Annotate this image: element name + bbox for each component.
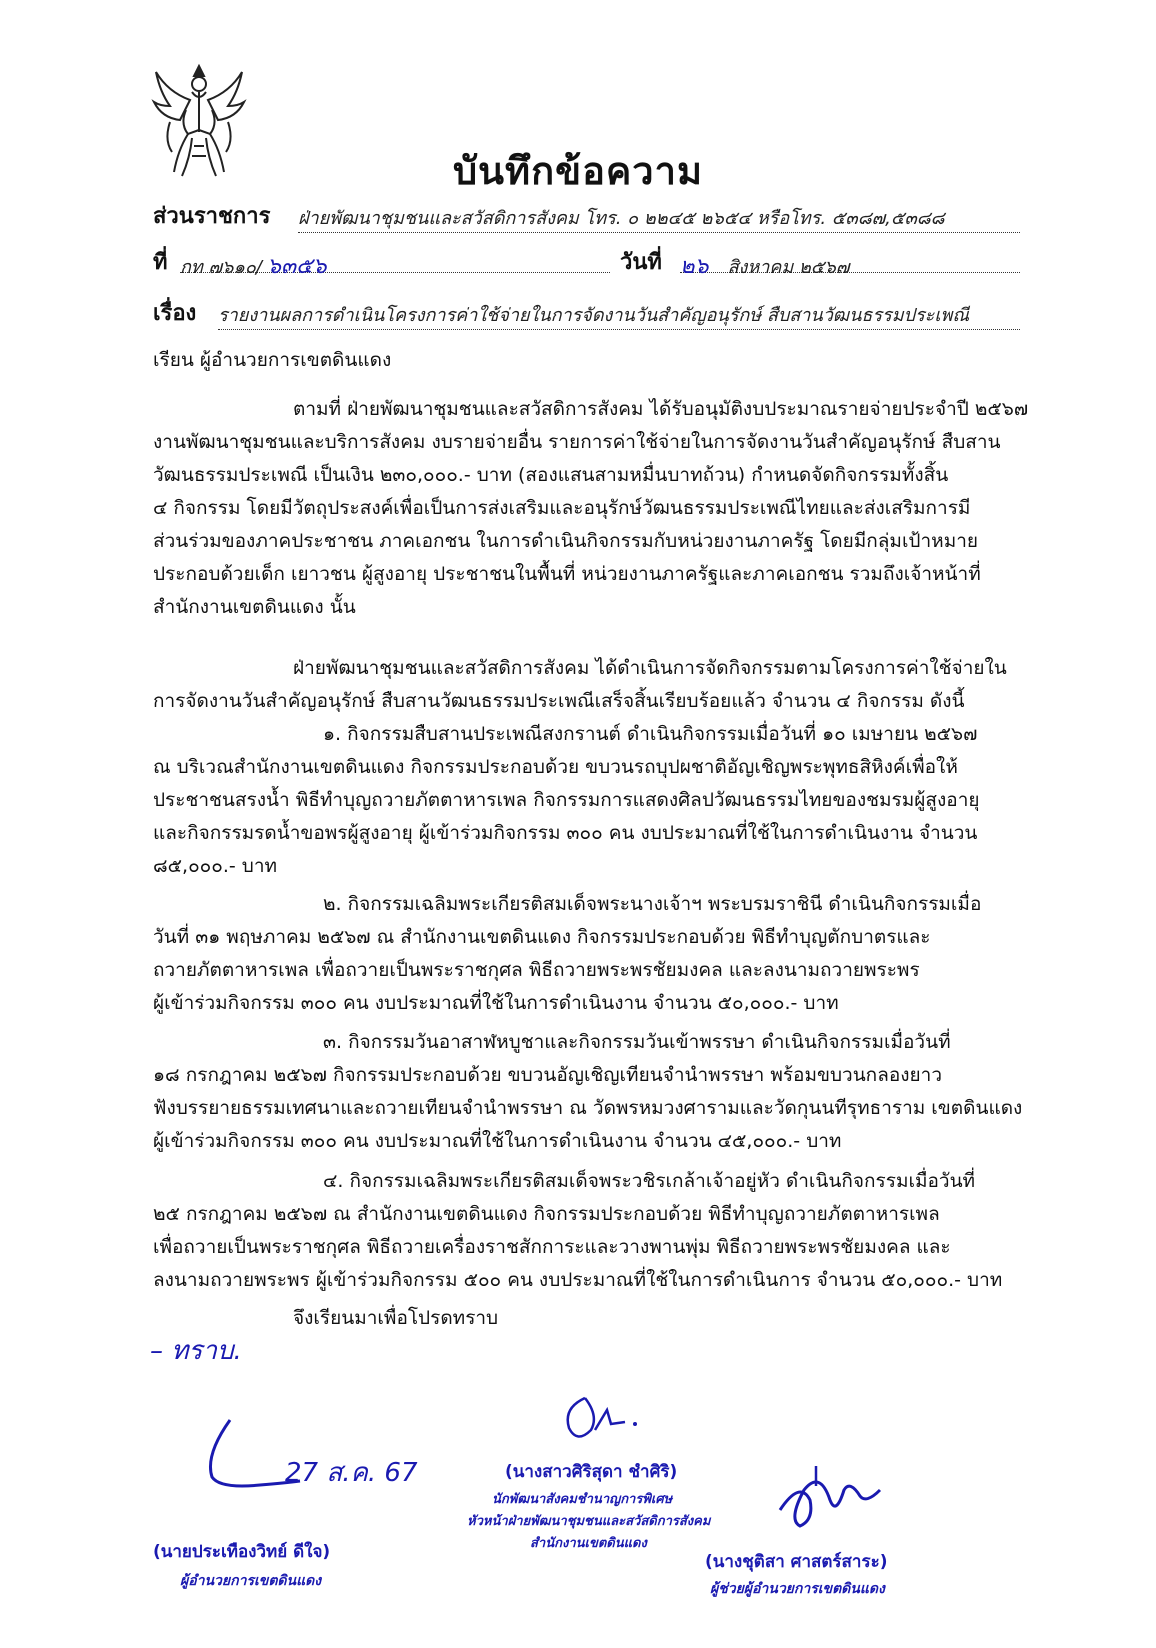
item-line: ณ บริเวณสำนักงานเขตดินแดง กิจกรรมประกอบด้วย ขบวนรถบุปผชาติอัญเชิญพระพุทธสิหิงค์เพื่อให้ bbox=[153, 756, 958, 778]
item-line: เพื่อถวายเป็นพระราชกุศล พิธีถวายเครื่องราชสักการะและวางพานพุ่ม พิธีถวายพระพรชัยมงคล และ bbox=[153, 1236, 951, 1258]
item-line: และกิจกรรมรดน้ำขอพรผู้สูงอายุ ผู้เข้าร่วมกิจกรรม ๓๐๐ คน งบประมาณที่ใช้ในการดำเนินงาน จำนวน bbox=[153, 822, 978, 844]
ref-value: กท ๗๖๑๐/ bbox=[180, 257, 262, 278]
item-line: ฟังบรรยายธรรมเทศนาและถวายเทียนจำนำพรรษา ณ วัดพรหมวงศารามและวัดกุนนทีรุทธาราม เขตดินแดง bbox=[153, 1097, 1023, 1119]
item-line: ประชาชนสรงน้ำ พิธีทำบุญถวายภัตตาหารเพล กิจกรรมการแสดงศิลปวัฒนธรรมไทยของชมรมผู้สูงอายุ bbox=[153, 789, 980, 811]
head-signature-icon bbox=[555, 1390, 645, 1450]
date-value: สิงหาคม ๒๕๖๗ bbox=[727, 257, 850, 278]
head-role-2: หัวหน้าฝ่ายพัฒนาชุมชนและสวัสดิการสังคม bbox=[467, 1514, 711, 1529]
p2-line: การจัดงานวันสำคัญอนุรักษ์ สืบสานวัฒนธรรมประเพณีเสร็จสิ้นเรียบร้อยแล้ว จำนวน ๔ กิจกรรม ดังนี้ bbox=[153, 690, 965, 712]
agency-value: ฝ่ายพัฒนาชุมชนและสวัสดิการสังคม โทร. ๐ ๒๒๔๕ ๒๖๕๔ หรือโทร. ๕๓๘๗,๕๓๘๘ bbox=[298, 203, 1020, 233]
paragraph-1 bbox=[153, 393, 1029, 624]
item-line: ๒๕ กรกฎาคม ๒๕๖๗ ณ สำนักงานเขตดินแดง กิจกรรมประกอบด้วย พิธีทำบุญถวายภัตตาหารเพล bbox=[153, 1203, 940, 1225]
subject-value: รายงานผลการดำเนินโครงการค่าใช้จ่ายในการจัดงานวันสำคัญอนุรักษ์ สืบสานวัฒนธรรมประเพณี bbox=[218, 300, 1020, 330]
item-line: ผู้เข้าร่วมกิจกรรม ๓๐๐ คน งบประมาณที่ใช้ในการดำเนินงาน จำนวน ๔๕,๐๐๐.- บาท bbox=[153, 1130, 842, 1152]
p1-line: งานพัฒนาชุมชนและบริการสังคม งบรายจ่ายอื่น รายการค่าใช้จ่ายในการจัดงานวันสำคัญอนุรักษ์ สืบสาน bbox=[153, 431, 1001, 453]
date-field bbox=[680, 248, 1020, 279]
p2-line: ฝ่ายพัฒนาชุมชนและสวัสดิการสังคม ได้ดำเนินการจัดกิจกรรมตามโครงการค่าใช้จ่ายใน bbox=[293, 657, 1007, 679]
item-line: ๓. กิจกรรมวันอาสาฬหบูชาและกิจกรรมวันเข้าพรรษา ดำเนินกิจกรรมเมื่อวันที่ bbox=[323, 1031, 951, 1053]
p1-line: ตามที่ ฝ่ายพัฒนาชุมชนและสวัสดิการสังคม ได้รับอนุมัติงบประมาณรายจ่ายประจำปี ๒๕๖๗ bbox=[293, 398, 1029, 420]
closing-line: จึงเรียนมาเพื่อโปรดทราบ bbox=[293, 1307, 499, 1329]
p1-line: วัฒนธรรมประเพณี เป็นเงิน ๒๓๐,๐๐๐.- บาท (สองแสนสามหมื่นบาทถ้วน) กำหนดจัดกิจกรรมทั้งสิ้น bbox=[153, 464, 949, 486]
p1-line: ๔ กิจกรรม โดยมีวัตถุประสงค์เพื่อเป็นการส่งเสริมและอนุรักษ์วัฒนธรรมประเพณีไทยและส่งเสริมการมี bbox=[153, 497, 971, 519]
subject-label: เรื่อง bbox=[153, 301, 197, 326]
agency-label: ส่วนราชการ bbox=[153, 204, 271, 229]
activity-item-4 bbox=[153, 1165, 1029, 1297]
document-title: บันทึกข้อความ bbox=[452, 149, 704, 193]
paragraph-2 bbox=[153, 652, 1029, 718]
activity-item-3 bbox=[153, 1026, 1029, 1158]
salutation: เรียน ผู้อำนวยการเขตดินแดง bbox=[153, 349, 392, 371]
activity-item-2 bbox=[153, 888, 1029, 1020]
item-line: วันที่ ๓๑ พฤษภาคม ๒๕๖๗ ณ สำนักงานเขตดินแดง กิจกรรมประกอบด้วย พิธีทำบุญตักบาตรและ bbox=[153, 926, 931, 948]
head-name: (นางสาวศิริสุดา ชำศิริ) bbox=[505, 1462, 678, 1482]
director-handwritten-date: 27 ส.ค. 67 bbox=[285, 1458, 418, 1488]
head-role-1: นักพัฒนาสังคมชำนาญการพิเศษ bbox=[492, 1492, 673, 1507]
ref-handwritten: ๖๓๕๖ bbox=[267, 254, 327, 279]
date-day-handwritten: ๒๖ bbox=[680, 254, 709, 279]
item-line: ถวายภัตตาหารเพล เพื่อถวายเป็นพระราชกุศล พิธีถวายพระพรชัยมงคล และลงนามถวายพระพร bbox=[153, 959, 920, 981]
head-role-3: สำนักงานเขตดินแดง bbox=[530, 1536, 647, 1551]
item-line: ๔. กิจกรรมเฉลิมพระเกียรติสมเด็จพระวชิรเกล้าเจ้าอยู่หัว ดำเนินกิจกรรมเมื่อวันที่ bbox=[323, 1170, 976, 1192]
item-line: ลงนามถวายพระพร ผู้เข้าร่วมกิจกรรม ๕๐๐ คน งบประมาณที่ใช้ในการดำเนินการ จำนวน ๕๐,๐๐๐.- บาท bbox=[153, 1269, 1003, 1291]
item-line: ๑๘ กรกฎาคม ๒๕๖๗ กิจกรรมประกอบด้วย ขบวนอัญเชิญเทียนจำนำพรรษา พร้อมขบวนกลองยาว bbox=[153, 1064, 942, 1086]
item-line: ๑. กิจกรรมสืบสานประเพณีสงกรานต์ ดำเนินกิจกรรมเมื่อวันที่ ๑๐ เมษายน ๒๕๖๗ bbox=[323, 723, 978, 745]
item-line: ๘๕,๐๐๐.- บาท bbox=[153, 855, 278, 877]
ref-label: ที่ bbox=[153, 250, 168, 275]
p1-line: สำนักงานเขตดินแดง นั้น bbox=[153, 596, 356, 618]
director-name: (นายประเทืองวิทย์ ดีใจ) bbox=[153, 1542, 331, 1562]
p1-line: ส่วนร่วมของภาคประชาชน ภาคเอกชน ในการดำเนินกิจกรรมกับหน่วยงานภาครัฐ โดยมีกลุ่มเป้าหมาย bbox=[153, 530, 979, 552]
assistant-role: ผู้ช่วยผู้อำนวยการเขตดินแดง bbox=[710, 1581, 885, 1597]
item-line: ผู้เข้าร่วมกิจกรรม ๓๐๐ คน งบประมาณที่ใช้ในการดำเนินงาน จำนวน ๕๐,๐๐๐.- บาท bbox=[153, 992, 839, 1014]
handwritten-note: – ทราบ. bbox=[150, 1336, 242, 1366]
item-line: ๒. กิจกรรมเฉลิมพระเกียรติสมเด็จพระนางเจ้าฯ พระบรมราชินี ดำเนินกิจกรรมเมื่อ bbox=[323, 893, 982, 915]
date-label: วันที่ bbox=[620, 250, 662, 275]
activity-item-1 bbox=[153, 718, 1029, 883]
ref-field bbox=[180, 248, 610, 279]
p1-line: ประกอบด้วยเด็ก เยาวชน ผู้สูงอายุ ประชาชนในพื้นที่ หน่วยงานภาครัฐและภาคเอกชน รวมถึงเจ้าหน้าที่ bbox=[153, 563, 981, 585]
director-role: ผู้อำนวยการเขตดินแดง bbox=[180, 1573, 322, 1589]
assistant-name: (นางชุติสา ศาสตร์สาระ) bbox=[705, 1552, 888, 1572]
assistant-signature-icon bbox=[770, 1460, 890, 1540]
